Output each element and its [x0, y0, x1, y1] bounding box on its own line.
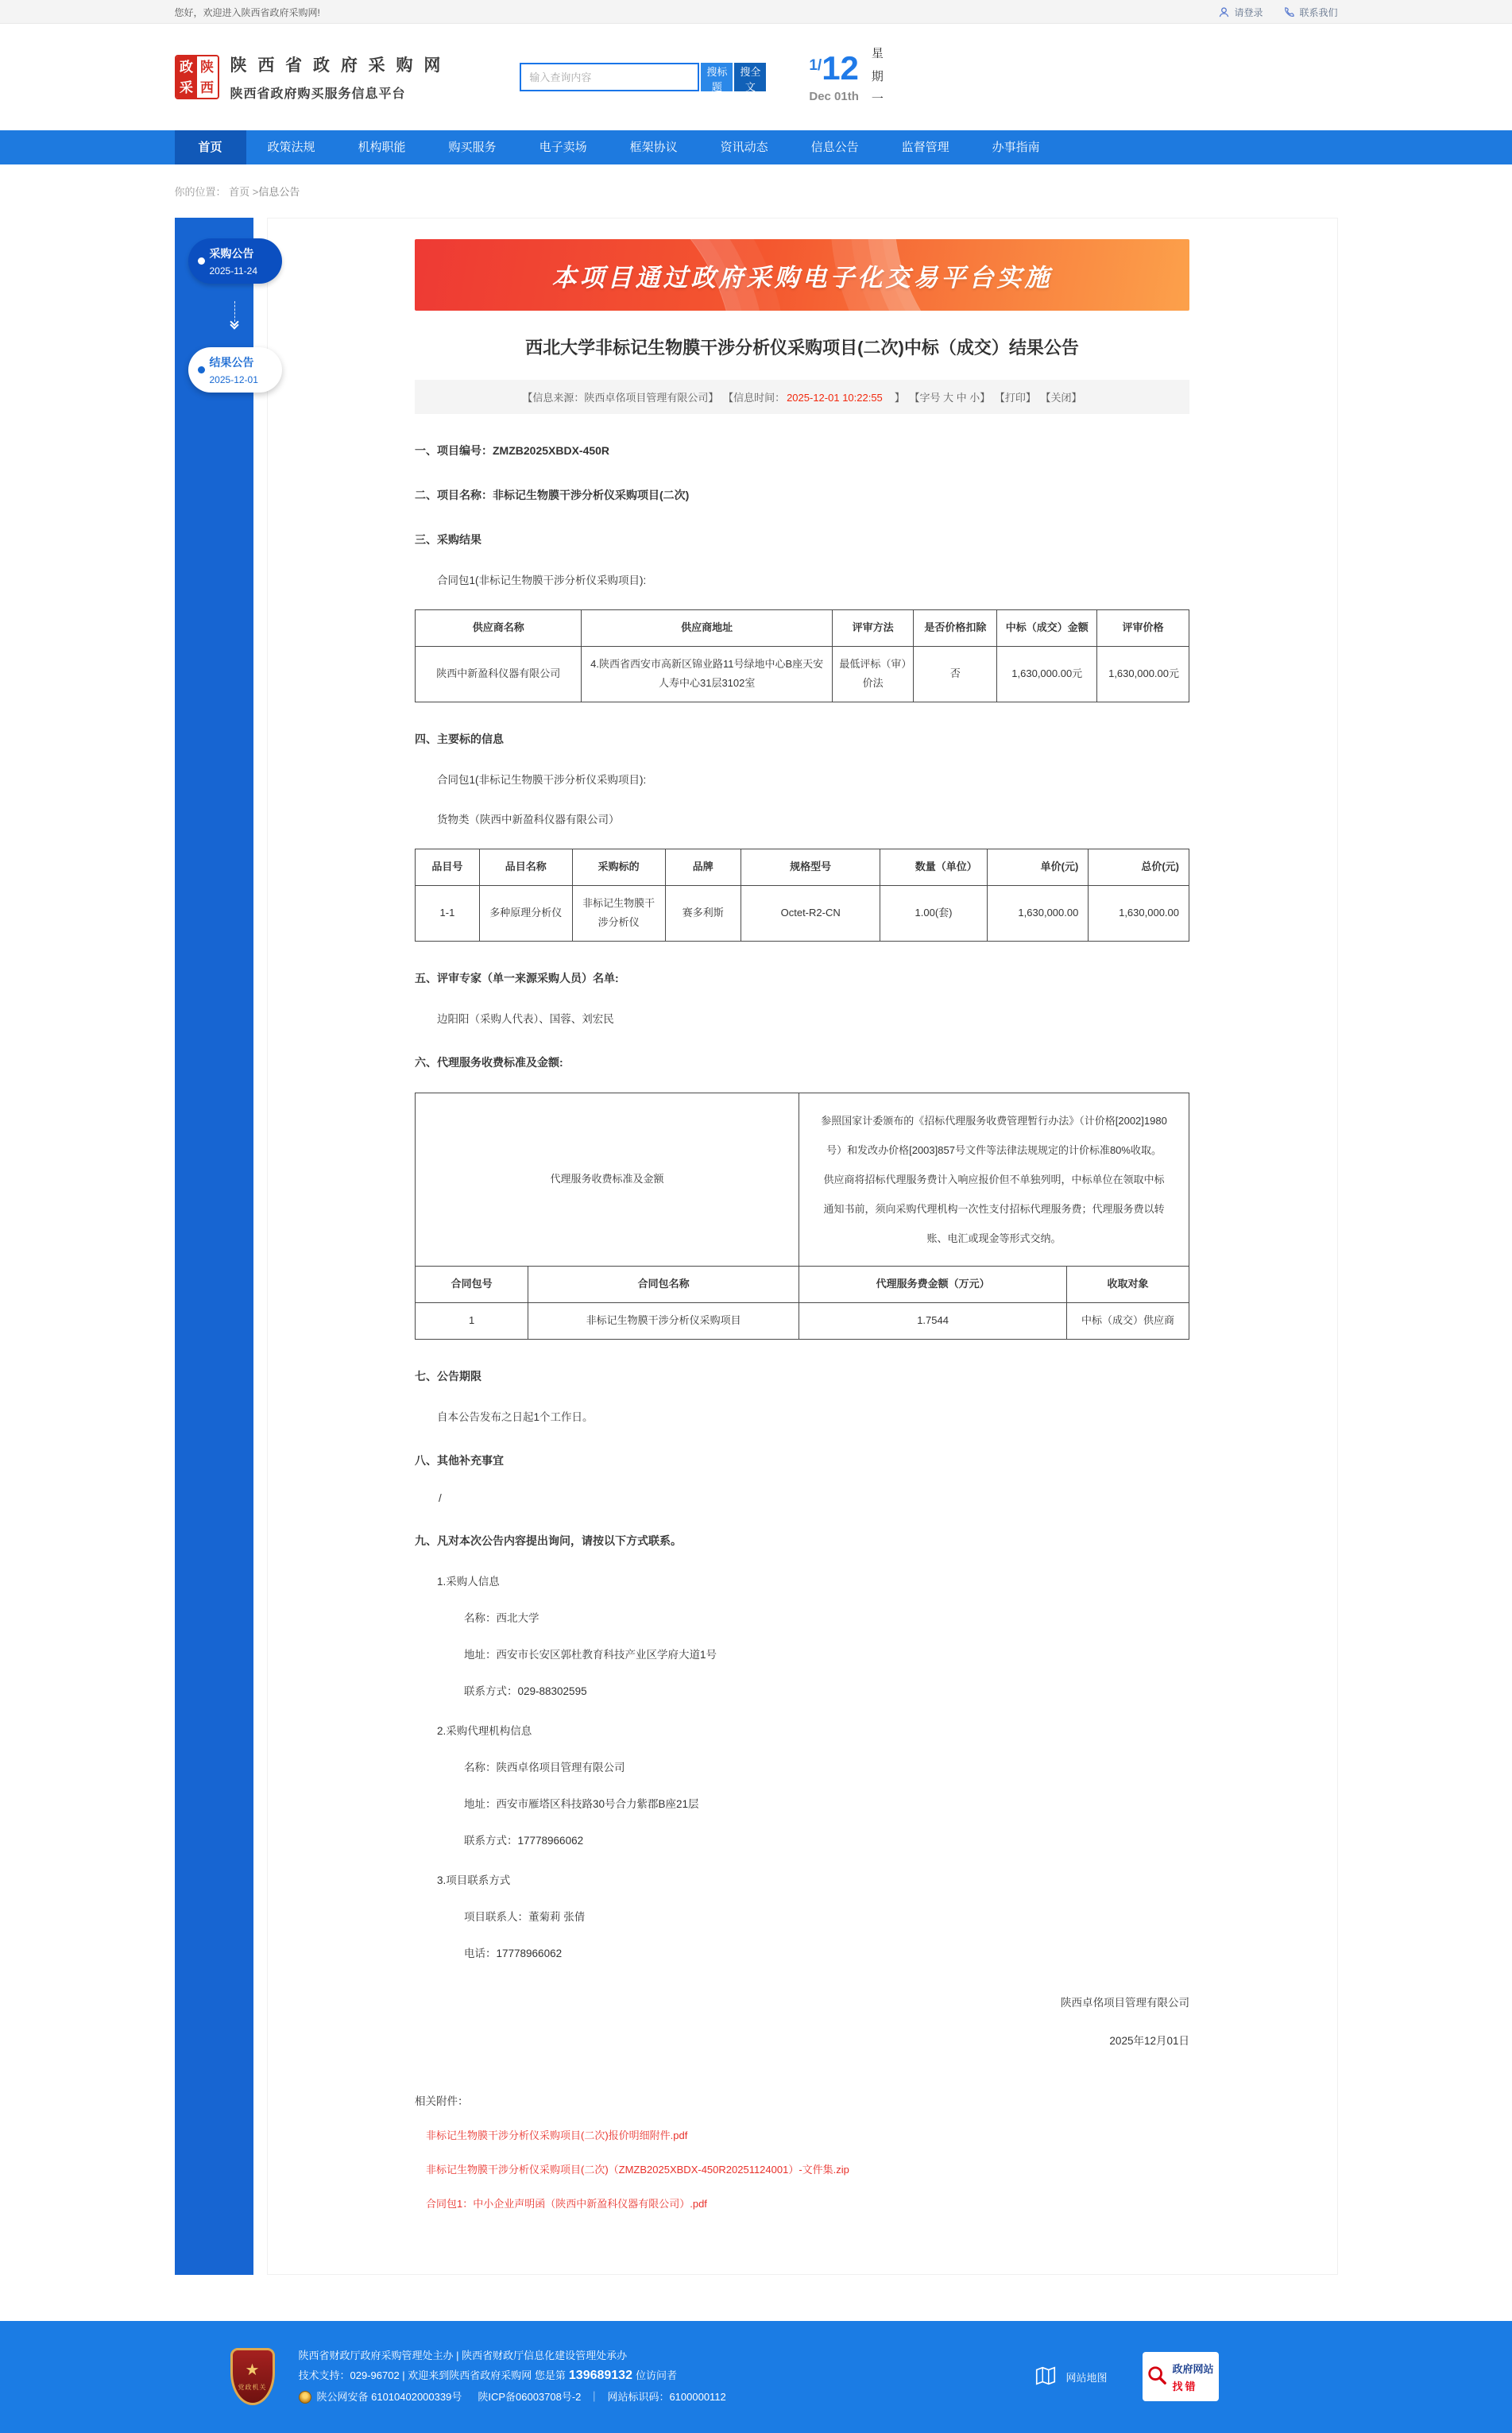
fee-payer-cell: 中标（成交）供应商 — [1067, 1303, 1189, 1340]
contact-link[interactable] — [1283, 6, 1337, 19]
contact-line: 地址：西安市雁塔区科技路30号合力紫郡B座21层 — [464, 1797, 699, 1810]
footer-support-line — [299, 2369, 726, 2382]
site-subtitle: 陕西省政府购买服务信息平台 — [230, 87, 406, 101]
article-title: 西北大学非标记生物膜干涉分析仪采购项目(二次)中标（成交）结果公告 — [525, 338, 1079, 358]
agency-fee-label-cell: 代理服务收费标准及金额 — [416, 1093, 799, 1267]
font-size-control[interactable]: 【字号 大 中 小】 — [909, 392, 991, 404]
review-method-cell: 最低评标（审）价法 — [832, 646, 913, 702]
col-header: 品目号 — [416, 849, 480, 886]
brand-cell: 赛多利斯 — [665, 885, 741, 941]
search-bar — [520, 63, 766, 91]
meta-time-prefix: 【信息时间： — [723, 392, 786, 404]
fee-amount-cell: 1.7544 — [799, 1303, 1067, 1340]
date-english: Dec 01th — [809, 89, 859, 103]
login-label: 请登录 — [1234, 6, 1263, 18]
gov-site-find-error-button[interactable] — [1143, 2352, 1219, 2401]
sitemap-link[interactable] — [1034, 2364, 1107, 2390]
nav-item-e-market[interactable]: 电子卖场 — [539, 141, 587, 154]
col-header: 收取对象 — [1067, 1267, 1189, 1303]
contact-line: 项目联系人：董菊莉 张倩 — [464, 1910, 586, 1923]
site-header — [0, 24, 1512, 130]
col-header: 规格型号 — [741, 849, 880, 886]
review-price-cell: 1,630,000.00元 — [1097, 646, 1189, 702]
package-name-cell: 非标记生物膜干涉分析仪采购项目 — [528, 1303, 799, 1340]
footer — [0, 2321, 1512, 2433]
footer-support-suffix: 位访问者 — [635, 2369, 677, 2382]
attachment-link-quotation-pdf[interactable]: 非标记生物膜干涉分析仪采购项目(二次)报价明细附件.pdf — [426, 2129, 688, 2141]
find-error-line2: 找错 — [1172, 2380, 1198, 2392]
experts-names: 边阳阳（采购人代表）、国蓉、刘宏民 — [437, 1013, 614, 1026]
col-header: 合同包名称 — [528, 1267, 799, 1303]
nav-item-purchase-service[interactable]: 购买服务 — [448, 141, 497, 154]
supplier-name-cell: 陕西中新盈科仪器有限公司 — [416, 646, 582, 702]
user-icon — [1218, 6, 1230, 18]
sidebar-item-title: 结果公告 — [209, 356, 254, 369]
visitor-counter: 139689132 — [568, 2368, 632, 2382]
package-line: 合同包1(非标记生物膜干涉分析仪采购项目): — [437, 774, 647, 787]
price-deduction-cell: 否 — [914, 646, 997, 702]
item-no-cell: 1-1 — [416, 885, 480, 941]
date-widget — [809, 43, 885, 111]
sidebar-item-title: 采购公告 — [209, 247, 254, 260]
contact-line: 联系方式：17778966062 — [464, 1834, 584, 1847]
meta-time-suffix: 】 — [884, 392, 905, 404]
breadcrumb — [175, 164, 1338, 218]
public-security-record: 陕公网安备 61010402000339号 — [316, 2391, 462, 2404]
magnifier-icon — [1147, 2365, 1167, 2389]
col-header: 供应商地址 — [582, 610, 833, 647]
logo-char-2: 采 — [176, 77, 197, 98]
sidebar-item-date: 2025-12-01 — [209, 374, 258, 385]
agency-fee-desc-cell: 参照国家计委颁布的《招标代理服务收费管理暂行办法》（计价格[2002]1980号）和发改办价格[2003]857号文件等法律法规规定的计价标准80%收取。 供应商将招标代理服务费计入响应报价但不单独列明，中标单位在领取中标通知书前，须向采购代理机构一次性支付招标代理服务费；代理服务费以转账、电汇或现金等形式交纳。 — [799, 1093, 1189, 1267]
footer-divider: ｜ — [589, 2391, 600, 2404]
item-name-cell: 多种原理分析仪 — [479, 885, 572, 941]
search-fulltext-button[interactable]: 搜全文 — [734, 63, 766, 91]
section-contact-heading: 九、凡对本次公告内容提出询问，请按以下方式联系。 — [415, 1534, 682, 1547]
contact-label: 联系我们 — [1299, 6, 1338, 18]
section-subject-heading: 四、主要标的信息 — [415, 733, 504, 746]
date-weekday: 星期一 — [871, 47, 884, 106]
table-header-row — [416, 610, 1189, 647]
subject-info-table — [415, 849, 1189, 942]
attachments-label: 相关附件： — [415, 2095, 469, 2107]
meta-source: 【信息来源：陕西卓佲项目管理有限公司】 — [522, 392, 719, 404]
print-button[interactable]: 【打印】 — [994, 392, 1036, 404]
badge-text: 党政机关 — [238, 2383, 267, 2391]
table-row — [416, 646, 1189, 702]
table-row — [416, 1093, 1189, 1267]
col-header: 代理服务费金额（万元） — [799, 1267, 1067, 1303]
topbar — [0, 0, 1512, 24]
section-result-heading: 三、采购结果 — [415, 533, 481, 546]
bullet-dot-icon — [198, 257, 205, 265]
section-other-heading: 八、其他补充事宜 — [415, 1453, 504, 1467]
icp-record: 陕ICP备06003708号-2 — [478, 2391, 582, 2404]
table-header-row — [416, 1267, 1189, 1303]
sidebar-item-result-notice[interactable] — [188, 347, 282, 393]
welcome-text: 您好，欢迎进入陕西省政府采购网! — [174, 6, 320, 18]
other-text: / — [439, 1491, 442, 1504]
section-period-heading: 七、公告期限 — [415, 1369, 481, 1383]
category-line: 货物类（陕西中新盈科仪器有限公司） — [437, 814, 620, 826]
date-month: 1/ — [809, 56, 822, 74]
nav-item-supervision[interactable]: 监督管理 — [901, 141, 949, 154]
search-title-button[interactable]: 搜标题 — [701, 63, 733, 91]
attachment-link-sme-declaration-pdf[interactable]: 合同包1：中小企业声明函（陕西中新盈科仪器有限公司）.pdf — [426, 2197, 707, 2210]
supplier-address-cell: 4.陕西省西安市高新区锦业路11号绿地中心B座天安人寿中心31层3102室 — [582, 646, 833, 702]
sitemap-label: 网站地图 — [1065, 2371, 1108, 2384]
nav-item-home[interactable]: 首页 — [175, 130, 246, 164]
attachments-block — [415, 2092, 1189, 2211]
col-header: 合同包号 — [416, 1267, 528, 1303]
logo-char-1: 政 — [176, 56, 197, 77]
col-header: 中标（成交）金额 — [997, 610, 1097, 647]
table-header-row — [416, 849, 1189, 886]
quantity-cell: 1.00(套) — [880, 885, 987, 941]
breadcrumb-label: 你的位置： — [174, 186, 226, 198]
attachment-link-fileset-zip[interactable]: 非标记生物膜干涉分析仪采购项目(二次)（ZMZB2025XBDX-450R20251124001）-文件集.zip — [426, 2163, 849, 2176]
supplier-result-table — [415, 609, 1189, 702]
close-button[interactable]: 【关闭】 — [1040, 392, 1082, 404]
date-day: 12 — [822, 48, 859, 87]
nav-item-framework[interactable]: 框架协议 — [629, 141, 678, 154]
article-panel — [267, 218, 1338, 2275]
contact-line: 联系方式：029-88302595 — [464, 1685, 587, 1697]
platform-banner — [415, 239, 1189, 311]
contact-group: 3.项目联系方式 — [437, 1874, 511, 1886]
banner-text: 本项目通过政府采购电子化交易平台实施 — [551, 263, 1053, 292]
contact-line: 电话：17778966062 — [464, 1947, 563, 1959]
contact-group: 1.采购人信息 — [437, 1575, 500, 1588]
map-icon — [1034, 2364, 1058, 2390]
unit-price-cell: 1,630,000.00 — [987, 885, 1089, 941]
col-header: 供应商名称 — [416, 610, 582, 647]
col-header: 单价(元) — [987, 849, 1089, 886]
nav-item-guide[interactable]: 办事指南 — [992, 141, 1040, 154]
article-meta-bar — [415, 380, 1189, 414]
award-amount-cell: 1,630,000.00元 — [997, 646, 1097, 702]
table-row — [416, 1303, 1189, 1340]
col-header: 品目名称 — [479, 849, 572, 886]
nav-item-functions[interactable]: 机构职能 — [358, 141, 406, 154]
footer-sponsor-line: 陕西省财政厅政府采购管理处主办 | 陕西省财政厅信息化建设管理处承办 — [298, 2349, 628, 2361]
signature-block — [415, 1994, 1189, 2048]
login-link[interactable] — [1218, 6, 1263, 19]
nav-item-announcements[interactable]: 信息公告 — [810, 141, 859, 154]
breadcrumb-home[interactable]: 首页 — [229, 186, 250, 198]
footer-support-prefix: 技术支持：029-96702 | 欢迎来到陕西省政府采购网 您是第 — [298, 2369, 566, 2382]
col-header: 评审方法 — [832, 610, 913, 647]
section-experts-heading: 五、评审专家（单一来源采购人员）名单: — [415, 972, 619, 985]
breadcrumb-separator: > — [252, 186, 259, 198]
section-project-name: 二、项目名称：非标记生物膜干涉分析仪采购项目(二次) — [415, 489, 690, 501]
bullet-dot-icon — [198, 366, 205, 373]
logo-char-4: 西 — [197, 77, 218, 98]
nav-item-policy[interactable]: 政策法规 — [267, 141, 315, 154]
col-header: 采购标的 — [572, 849, 665, 886]
col-header: 评审价格 — [1097, 610, 1189, 647]
site-title: 陕 西 省 政 府 采 购 网 — [230, 56, 444, 75]
package-line: 合同包1(非标记生物膜干涉分析仪采购项目): — [437, 574, 647, 586]
sidebar-item-procurement-notice[interactable] — [188, 238, 282, 284]
signature-date: 2025年12月01日 — [1109, 2034, 1189, 2047]
section-agency-fee-heading: 六、代理服务收费标准及金额: — [415, 1056, 563, 1070]
police-badge-icon — [299, 2391, 311, 2404]
contact-group: 2.采购代理机构信息 — [437, 1724, 532, 1737]
section-project-number: 一、项目编号：ZMZB2025XBDX-450R — [415, 444, 610, 457]
arrow-down-icon — [231, 301, 253, 328]
period-text: 自本公告发布之日起1个工作日。 — [437, 1410, 594, 1423]
main-nav — [0, 130, 1512, 164]
search-input[interactable] — [520, 63, 699, 91]
col-header: 总价(元) — [1089, 849, 1189, 886]
total-price-cell: 1,630,000.00 — [1089, 885, 1189, 941]
col-header: 品牌 — [665, 849, 741, 886]
contact-line: 地址：西安市长安区郭杜教育科技产业区学府大道1号 — [464, 1648, 717, 1661]
party-government-badge-icon: ★ 党政机关 — [230, 2348, 275, 2405]
package-no-cell: 1 — [416, 1303, 528, 1340]
sidebar-item-date: 2025-11-24 — [209, 265, 257, 277]
nav-item-news[interactable]: 资讯动态 — [720, 141, 768, 154]
col-header: 是否价格扣除 — [914, 610, 997, 647]
signature-company: 陕西卓佲项目管理有限公司 — [1061, 1996, 1189, 2009]
contact-line: 名称：陕西卓佲项目管理有限公司 — [464, 1761, 625, 1773]
table-row — [416, 885, 1189, 941]
subject-cell: 非标记生物膜干涉分析仪 — [572, 885, 665, 941]
phone-icon — [1283, 6, 1295, 18]
breadcrumb-current: 信息公告 — [258, 186, 300, 198]
site-logo[interactable] — [175, 55, 219, 99]
find-error-line1: 政府网站 — [1172, 2362, 1214, 2375]
sidebar — [175, 218, 258, 2275]
meta-time: 2025-12-01 10:22:55 — [787, 392, 883, 404]
agency-fee-table — [415, 1093, 1189, 1340]
footer-registration-line — [299, 2391, 726, 2404]
col-header: 数量（单位） — [880, 849, 987, 886]
contact-line: 名称：西北大学 — [464, 1611, 539, 1624]
site-identification-code: 网站标识码：6100000112 — [607, 2391, 726, 2404]
logo-char-3: 陕 — [197, 56, 218, 77]
model-cell: Octet-R2-CN — [741, 885, 880, 941]
